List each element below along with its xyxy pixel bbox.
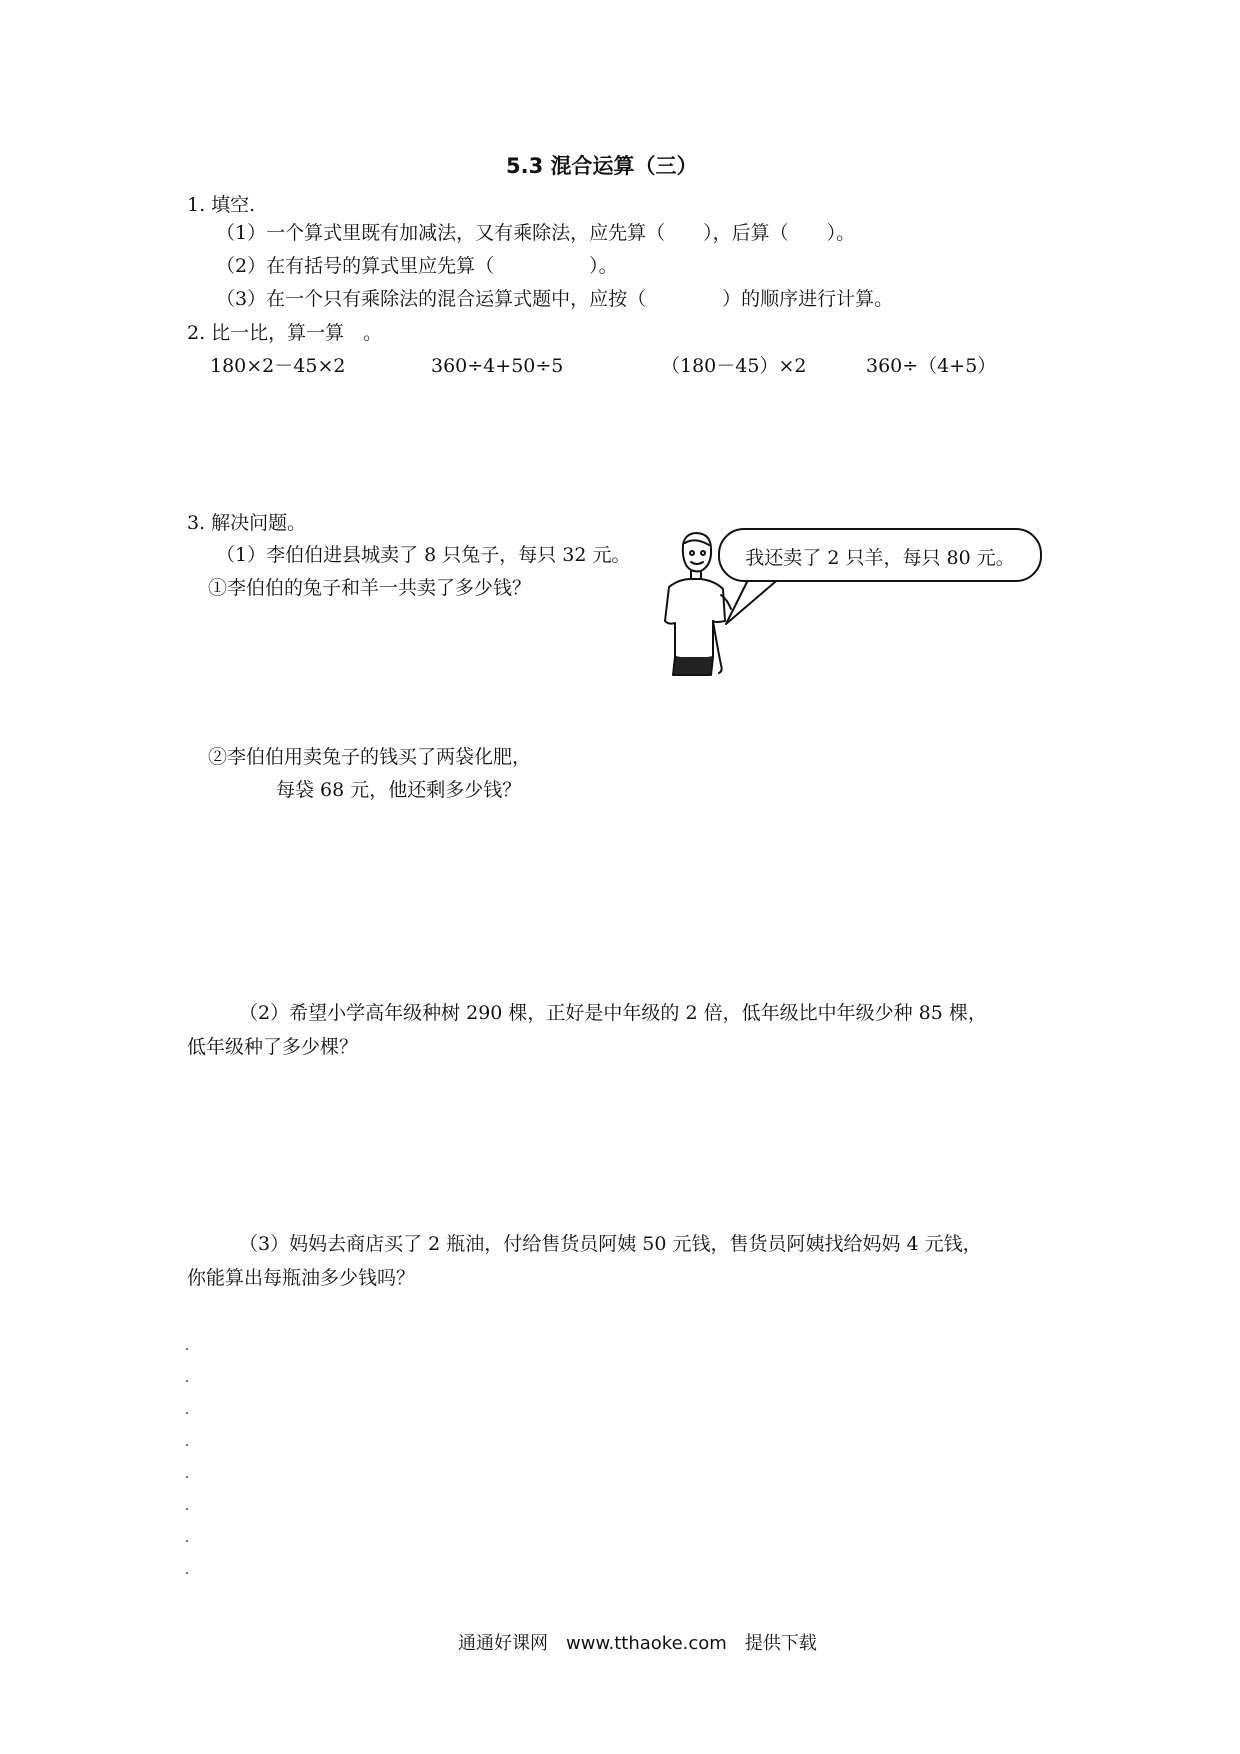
margin-dot [186, 1540, 188, 1542]
expression-4: 360÷（4+5） [866, 355, 997, 377]
question-3-line-2: 你能算出每瓶油多少钱吗？ [187, 1267, 416, 1289]
expression-2: 360÷4+50÷5 [431, 355, 564, 377]
expression-3: （180－45）×2 [661, 355, 807, 377]
fill-blank-item-1: （1）一个算式里既有加减法，又有乘除法，应先算（ ），后算（ ）。 [216, 222, 856, 244]
margin-dot [186, 1476, 188, 1478]
question-3-line-1: （3）妈妈去商店买了 2 瓶油，付给售货员阿姨 50 元钱，售货员阿姨找给妈妈 4 元钱， [239, 1233, 982, 1255]
margin-dot [186, 1444, 188, 1446]
section3-heading: 3. 解决问题。 [187, 512, 307, 534]
page-title: 5.3 混合运算（三） [506, 154, 698, 178]
margin-dot [186, 1572, 188, 1574]
question-1-part-2-line-1: ②李伯伯用卖兔子的钱买了两袋化肥， [208, 746, 532, 768]
margin-dot [186, 1508, 188, 1510]
margin-dot [186, 1412, 188, 1414]
fill-blank-item-3: （3）在一个只有乘除法的混合运算式题中，应按（ ）的顺序进行计算。 [216, 288, 894, 310]
question-2-line-2: 低年级种了多少棵？ [187, 1036, 359, 1058]
footer-text: 通通好课网 www.tthaoke.com 提供下载 [458, 1633, 817, 1654]
fill-blank-item-2: （2）在有括号的算式里应先算（ ）。 [216, 255, 618, 277]
question-1-part-1: ①李伯伯的兔子和羊一共卖了多少钱？ [208, 577, 532, 599]
question-2-line-1: （2）希望小学高年级种树 290 棵，正好是中年级的 2 倍，低年级比中年级少种 85 棵， [239, 1002, 987, 1024]
expression-1: 180×2－45×2 [210, 355, 346, 377]
speech-bubble-text: 我还卖了 2 只羊，每只 80 元。 [745, 547, 1015, 569]
section1-heading: 1. 填空. [187, 194, 256, 216]
margin-dot [186, 1380, 188, 1382]
section2-heading: 2. 比一比，算一算 。 [187, 322, 383, 344]
question-1-part-2-line-2: 每袋 68 元，他还剩多少钱？ [276, 779, 522, 801]
question-1-intro: （1）李伯伯进县城卖了 8 只兔子，每只 32 元。 [216, 544, 631, 566]
margin-dot [186, 1348, 188, 1350]
speech-bubble [718, 528, 1042, 582]
